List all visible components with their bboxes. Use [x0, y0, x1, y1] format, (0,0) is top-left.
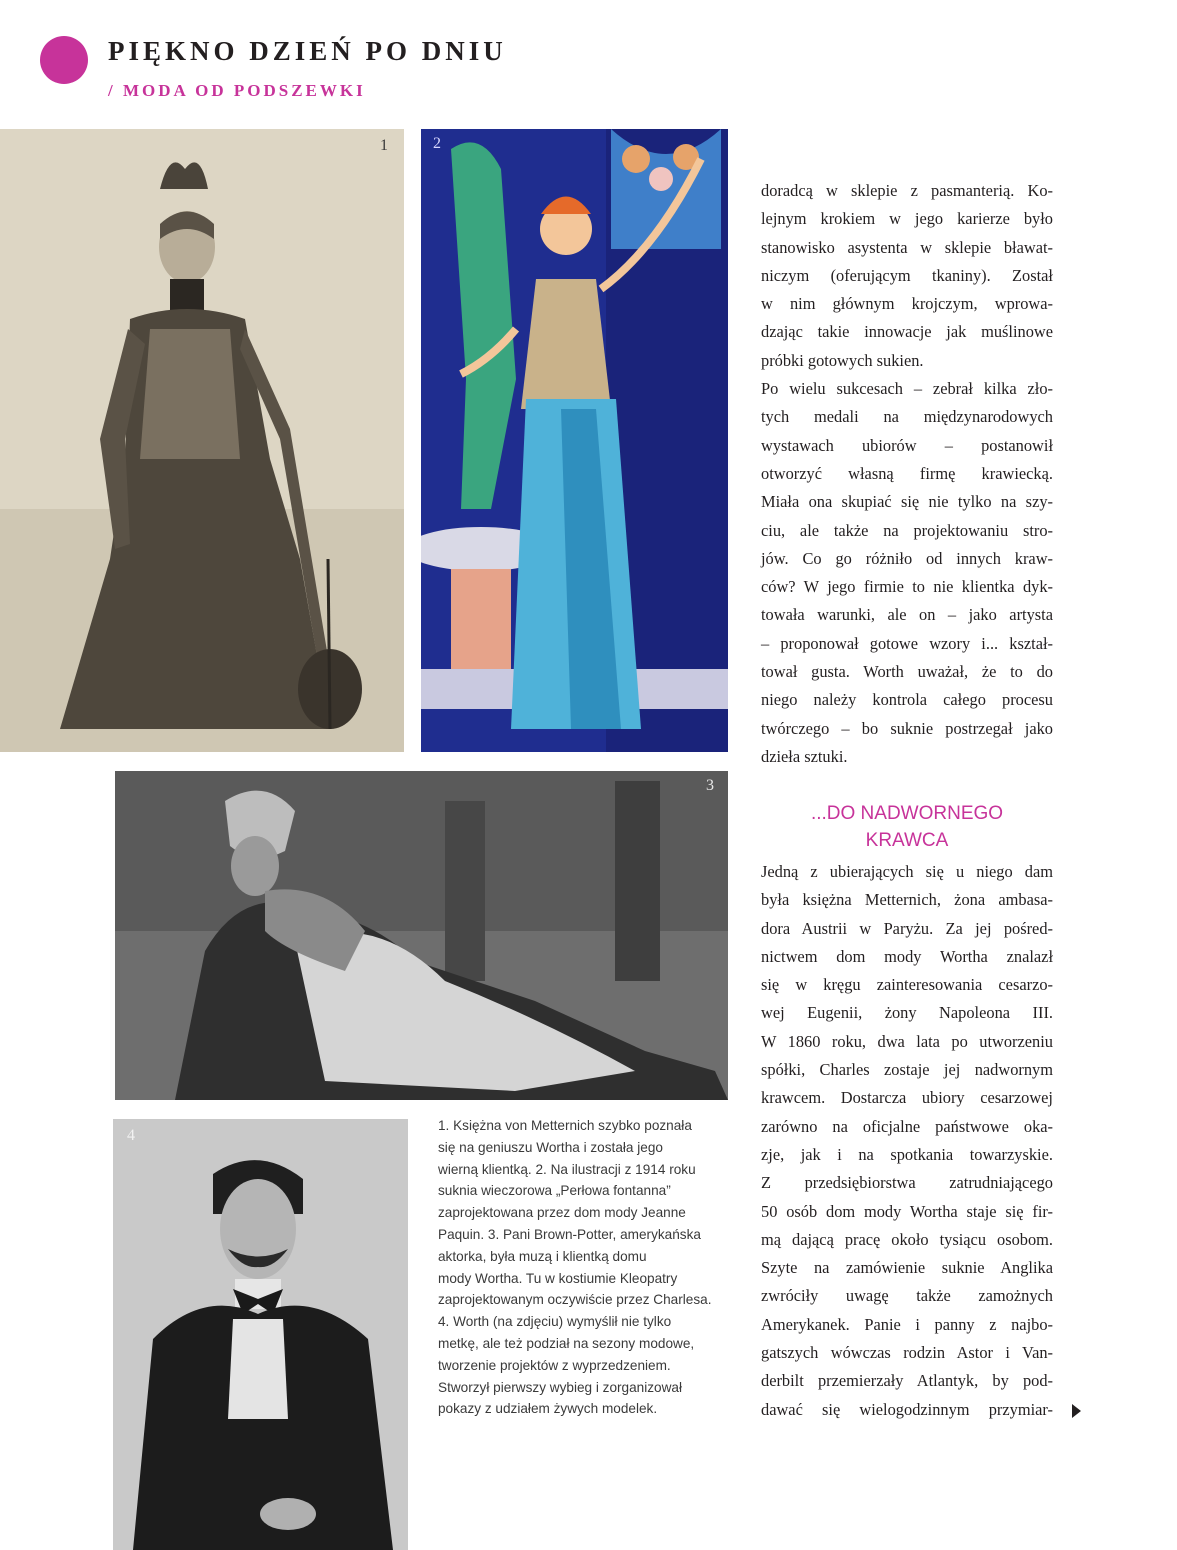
illustration-pearl-fountain-image [421, 129, 728, 752]
caption-line: metkę, ale też podział na sezony modowe, [438, 1335, 695, 1351]
article-line: ciu, ale także na projektowaniu stro- [761, 520, 1053, 540]
subheading-line: KRAWCA [865, 830, 949, 851]
article-line: nictwem dom mody Wortha znalazł [761, 946, 1053, 966]
article-line: tował gusta. Worth uważał, że to do [761, 662, 1053, 682]
article-line: Jedną z ubierających się u niego dam [761, 862, 1053, 881]
caption-line: zaprojektowanym oczywiście przez Charlesa. [438, 1292, 712, 1308]
photo-number: 2 [433, 135, 441, 152]
photo-number: 3 [706, 777, 714, 794]
photo-number: 1 [380, 137, 388, 154]
article-line: Miała ona skupiać się nie tylko na szy- [761, 492, 1053, 512]
caption-line: aktorka, była muzą i klientką domu [438, 1248, 647, 1264]
photo-metternich [0, 129, 404, 752]
caption-line: zaprojektowana przez dom mody Jeanne [438, 1205, 686, 1221]
article-line: dzając takie innowacje jak muślinowe [761, 322, 1053, 342]
article-line: dzieła sztuki. [761, 746, 848, 766]
article-line: niczym (oferującym tkaniny). Został [761, 265, 1053, 285]
section-title: PIĘKNO DZIEŃ PO DNIU [108, 36, 507, 66]
brand-dot-icon [40, 36, 88, 84]
article-text-top [761, 177, 1053, 771]
article-line: zwróciły uwagę także zamożnych [761, 1286, 1053, 1306]
caption-line: wierną klientką. 2. Na ilustracji z 1914 roku [438, 1161, 696, 1177]
article-line: krawcem. Dostarcza ubiory cesarzowej [761, 1088, 1053, 1108]
photo-worth-image [113, 1119, 408, 1550]
caption-line: się na geniuszu Wortha i została jego [438, 1139, 663, 1155]
article-line: się w kręgu zainteresowania cesarzo- [761, 975, 1053, 995]
section-subtitle: / MODA OD PODSZEWKI [108, 81, 366, 100]
caption-line: 1. Księżna von Metternich szybko poznała [438, 1118, 692, 1133]
article-line: dora Austrii w Paryżu. Za jej pośred- [761, 918, 1053, 938]
article-subheading [761, 800, 1053, 854]
article-line: Amerykanek. Panie i panny z najbo- [761, 1314, 1053, 1334]
article-text-bottom [761, 858, 1053, 1424]
article-line: wystawach ubiorów – postanowił [761, 435, 1053, 455]
article-line: jów. Co go różniło od innych kraw- [761, 548, 1053, 568]
article-line: W 1860 roku, dwa lata po utworzeniu [761, 1031, 1053, 1051]
article-line: gatszych wówczas rodzin Astor i Van- [761, 1343, 1053, 1363]
photo-brown-potter-image [115, 771, 728, 1100]
article-line: w nim głównym krojczym, wprowa- [761, 294, 1053, 314]
caption-line: Paquin. 3. Pani Brown-Potter, amerykańska [438, 1226, 701, 1242]
article-line: – proponował gotowe wzory i... kształ- [761, 633, 1053, 653]
photo-brown-potter [115, 771, 728, 1100]
caption-line: tworzenie projektów z wyprzedzeniem. [438, 1357, 671, 1373]
article-line: próbki gotowych sukien. [761, 350, 924, 370]
article-line: mą dającą pracę około tysiącu osobom. [761, 1229, 1053, 1249]
article-line: stanowisko asystenta w sklepie bławat- [761, 237, 1053, 257]
article-line: wej Eugenii, żony Napoleona III. [761, 1003, 1053, 1023]
article-line: 50 osób dom mody Wortha staje się fir- [761, 1201, 1053, 1221]
article-line: towała warunki, ale on – jako artysta [761, 605, 1053, 625]
caption-line: suknia wieczorowa „Perłowa fontanna” [438, 1183, 671, 1199]
article-line: niego należy kontrola całego procesu [761, 690, 1053, 710]
caption-line: 4. Worth (na zdjęciu) wymyślił nie tylko [438, 1314, 672, 1330]
illustration-pearl-fountain [421, 129, 728, 752]
next-page-triangle-icon[interactable] [1072, 1404, 1081, 1418]
article-line: Szyte na zamówienie suknie Anglika [761, 1258, 1053, 1278]
article-line: zarówno na oficjalne państwowe oka- [761, 1116, 1053, 1136]
article-line: twórczego – bo suknie postrzegał jako [761, 718, 1053, 738]
article-line: spółki, Charles zostaje jej nadwornym [761, 1060, 1053, 1080]
article-line: ców? W jego firmie to nie klientka dyk- [761, 577, 1053, 597]
photo-captions [438, 1115, 738, 1420]
article-line: otworzyć własną firmę krawiecką. [761, 463, 1053, 483]
article-line: derbilt przemierzały Atlantyk, by pod- [761, 1371, 1053, 1391]
article-line: zje, jak i na spotkania towarzyskie. [761, 1144, 1053, 1164]
caption-line: Stworzył pierwszy wybieg i zorganizował [438, 1379, 683, 1395]
article-line: Z przedsiębiorstwa zatrudniającego [761, 1173, 1053, 1193]
article-line: tych medali na międzynarodowych [761, 407, 1053, 427]
photo-number: 4 [127, 1127, 135, 1144]
article-line: doradcą w sklepie z pasmanterią. Ko- [761, 181, 1053, 200]
photo-metternich-image [0, 129, 404, 752]
article-line: dawać się wielogodzinnym przymiar- [761, 1399, 1053, 1419]
photo-worth [113, 1119, 408, 1550]
article-line: Po wielu sukcesach – zebrał kilka zło- [761, 379, 1053, 399]
subheading-line: ...DO NADWORNEGO [810, 803, 1004, 824]
article-line: lejnym krokiem w jego karierze było [761, 209, 1053, 229]
article-line: była księżna Metternich, żona ambasa- [761, 890, 1053, 910]
caption-line: mody Wortha. Tu w kostiumie Kleopatry [438, 1270, 678, 1286]
caption-line: pokazy z udziałem żywych modelek. [438, 1401, 658, 1417]
